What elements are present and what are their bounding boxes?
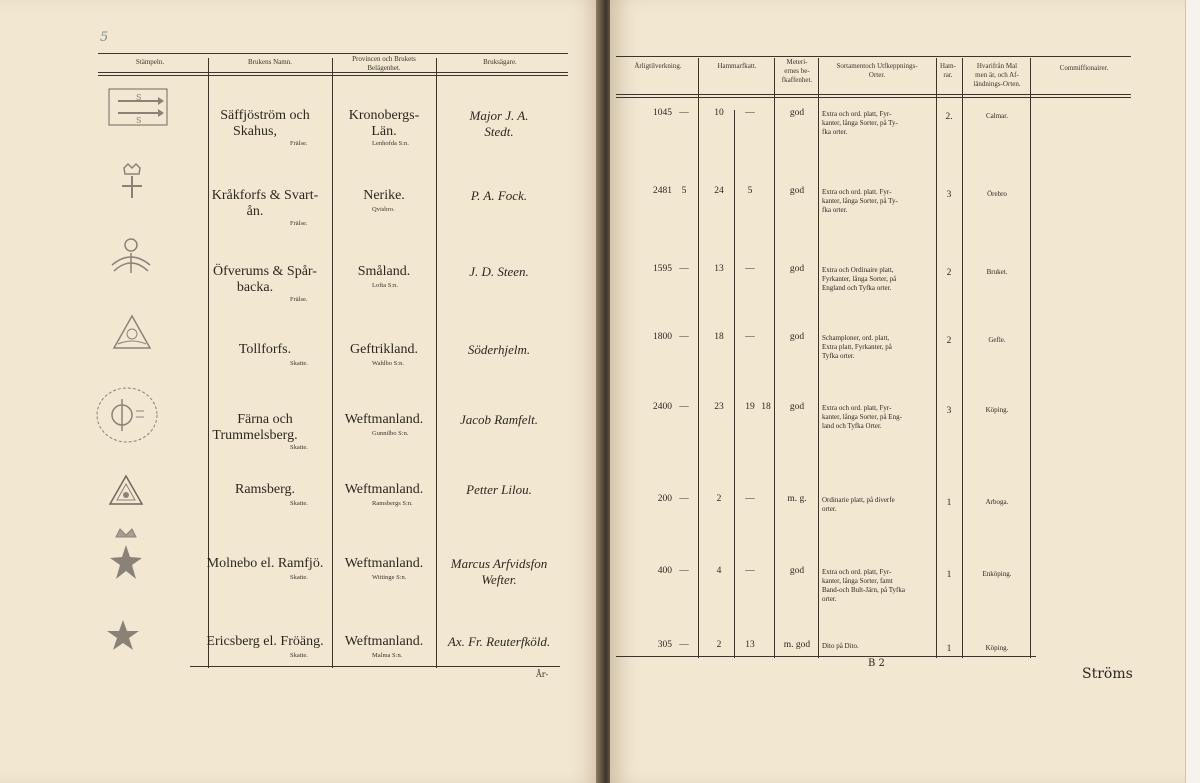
hammarskatt-col2: 4 (716, 566, 722, 576)
tenure-label: Skatte. (290, 574, 308, 581)
hammarskatt-col1: — (679, 108, 689, 118)
svg-text:S: S (136, 116, 142, 125)
header-hamrar-line2: rar. (943, 71, 953, 79)
header-meterier (775, 58, 819, 85)
bruk-name-line1: Färna och (237, 412, 293, 427)
sortament-line-2: kanter, långa Sorter, på Ty- (822, 119, 898, 127)
province-line1: Weftmanland. (344, 634, 424, 649)
signature-mark: B 2 (868, 658, 885, 669)
header-hvarifran-line2: men är, och Af- (975, 71, 1019, 79)
column-rule-2 (332, 58, 333, 668)
bruk-name-line1: Säffjöström och (220, 108, 310, 123)
hvarifran-ort: Enköping. (982, 570, 1012, 578)
hvarifran-ort: Gefle. (988, 336, 1006, 344)
stamp-triangle-icon (108, 474, 144, 506)
header-sortament (818, 62, 936, 80)
sortament-line-2: kanter, långa Sorter, famt (822, 577, 893, 585)
tillverkning-value: 2400 (653, 402, 672, 412)
hammarskatt-col2: 2 (716, 640, 722, 650)
meterier-quality: god (789, 566, 805, 576)
parish-label: Wittinge S:n. (372, 574, 407, 581)
hammarskatt-col1: — (679, 566, 689, 576)
owner-line2: Stedt. (484, 124, 514, 139)
svg-text:S: S (136, 93, 142, 102)
hammarskatt-col1: 5 (681, 186, 687, 196)
sortament-line-2: orter. (822, 505, 837, 513)
meterier-quality: god (789, 108, 805, 118)
bruk-name-line1: Öfverums & Spår- (213, 264, 317, 279)
header-sortament-line1: Sortamentoch Utfkeppnings- (836, 62, 918, 70)
right-column-rule-3 (774, 58, 775, 658)
tenure-label: Skatte. (290, 360, 308, 367)
header-provincen (334, 55, 434, 73)
hammarskatt-col3: 5 (747, 186, 753, 196)
table-bottom-rule (190, 666, 560, 667)
header-meterier-line3: fkaffenhet. (781, 76, 813, 84)
hammarskatt-col2: 24 (714, 186, 724, 196)
owner-line1: Marcus Arfvidsfon (450, 556, 548, 571)
right-column-rule-4 (818, 58, 819, 658)
sortament-line-1: Extra och Ordinaire platt, (822, 266, 894, 274)
bruk-name-line1: Molnebo el. Ramfjö. (206, 556, 324, 571)
stamp-wreath-icon (108, 235, 154, 275)
bruk-name-line2: ån. (246, 204, 264, 219)
hammarskatt-col1: — (679, 264, 689, 274)
owner-line1: Jacob Ramfelt. (460, 412, 538, 427)
meterier-quality: m. god (783, 640, 811, 650)
header-brukens-namn: Brukens Namn. (248, 58, 292, 66)
hammarskatt-col1: — (679, 494, 689, 504)
right-column-rule-1 (698, 58, 699, 658)
right-page (610, 0, 1200, 783)
sortament-line-4: orter. (822, 595, 837, 603)
owner-line1: P. A. Fock. (470, 188, 528, 203)
sortament-line-2: kanter, långa Sorter, på Ty- (822, 197, 898, 205)
header-hvarifran-line1: Hvarifrån Mal (976, 62, 1018, 70)
tillverkning-value: 1595 (653, 264, 672, 274)
owner-line1: Söderhjelm. (467, 342, 531, 357)
stamp-oval-monogram-icon (94, 385, 160, 445)
stamp-crown-star-icon (110, 525, 142, 581)
sortament-line-2: kanter, långa Sorter, på Eng- (822, 413, 902, 421)
bruk-name-line2: Trummelsberg. (212, 428, 298, 443)
tillverkning-value: 2481 (653, 186, 672, 196)
page-number: 5 (100, 30, 109, 45)
hammarskatt-col3: 19 (745, 402, 755, 412)
right-column-rule-7 (1030, 58, 1031, 658)
hvarifran-ort: Arboga. (985, 498, 1009, 506)
province-line1: Nerike. (363, 188, 405, 203)
header-commissionairer: Commiffionairer. (1059, 64, 1109, 72)
meterier-quality: god (789, 186, 805, 196)
bruk-name-line2: backa. (236, 280, 274, 295)
tillverkning-value: 1045 (653, 108, 672, 118)
sortament-line-3: England och Tyfka orter. (822, 284, 892, 292)
hamrar-count: 1 (946, 498, 952, 508)
sortament-line-1: Extra och ord. platt, Fyr- (822, 404, 892, 412)
province-line1: Weftmanland. (344, 482, 424, 497)
hammarskatt-col4: 18 (761, 402, 771, 412)
header-hammarskatt: Hammarfkatt. (717, 62, 757, 70)
owner-line1: Ax. Fr. Reuterfköld. (447, 634, 551, 649)
sortament-line-3: fka orter. (822, 206, 848, 214)
hamrar-count: 3 (946, 190, 952, 200)
hamrar-count: 2 (946, 268, 952, 278)
province-line1: Kronobergs- (348, 108, 420, 123)
bruk-name-line1: Tollforfs. (238, 342, 292, 357)
header-meterier-line2: ernes be- (784, 67, 810, 75)
tenure-label: Frälse. (290, 140, 308, 147)
hammarskatt-col3: — (745, 566, 755, 576)
header-meterier-line1: Meteri- (786, 58, 808, 66)
catchword-left: År- (536, 670, 549, 679)
stamp-crown-cross-icon (112, 160, 152, 200)
tenure-label: Frälse. (290, 296, 308, 303)
owner-line1: Major J. A. (469, 108, 529, 123)
right-header-bottom-rule (616, 94, 1131, 95)
page-edge (1185, 0, 1200, 783)
sortament-line-2: Fyrkanter, långa Sorter, på (822, 275, 897, 283)
owner-line1: Petter Lilou. (466, 482, 532, 497)
tillverkning-value: 305 (657, 640, 672, 650)
header-hamrar (936, 62, 960, 80)
right-table-bottom-rule (616, 656, 1036, 657)
header-hamrar-line1: Ham- (940, 62, 956, 70)
header-sortament-line2: Orter. (868, 71, 886, 79)
hammarskatt-col2: 10 (714, 108, 724, 118)
hamrar-count: 3 (946, 406, 952, 416)
hammarskatt-col2: 2 (716, 494, 722, 504)
hamrar-count: 1 (946, 570, 952, 580)
hammarskatt-col3: — (745, 494, 755, 504)
bruk-name-line2: Skahus, (233, 124, 277, 139)
sortament-line-3: Tyfka orter. (822, 352, 855, 360)
parish-label: Wahlbo S:n. (372, 360, 404, 367)
sortament-line-1: Extra och ord. platt, Fyr- (822, 568, 892, 576)
tillverkning-value: 400 (657, 566, 672, 576)
tillverkning-value: 200 (657, 494, 672, 504)
sortament-line-3: land och Tyfka Orter. (822, 422, 882, 430)
header-provincen-line1: Provincen och Brukets (352, 55, 416, 63)
hammarskatt-col3: — (745, 332, 755, 342)
sortament-line-2: Extra platt, Fyrkanter, på (822, 343, 892, 351)
header-hvarifran-line3: ländnings-Orten. (973, 80, 1021, 88)
hammarskatt-col2: 18 (714, 332, 724, 342)
hamrar-count: 1 (946, 644, 952, 654)
sortament-line-1: Schamploner, ord. platt, (822, 334, 890, 342)
hammarskatt-col2: 13 (714, 264, 724, 274)
parish-label: Ramsbergs S:n. (372, 500, 413, 507)
meterier-quality: m. g. (787, 494, 807, 504)
hvarifran-ort: Calmar. (986, 112, 1008, 120)
parish-label: Qvisbro. (372, 206, 395, 213)
parish-label: Lofta S:n. (372, 282, 398, 289)
sortament-line-1: Extra och ord. platt. Fyr- (822, 188, 892, 196)
column-rule-1 (208, 58, 209, 668)
header-provincen-line2: Belägenhet. (367, 64, 401, 72)
header-top-rule (98, 53, 568, 54)
meterier-quality: god (789, 402, 805, 412)
sortament-line-3: Band-och Bult-Järn, på Tyfka (822, 586, 905, 594)
hammarskatt-col3: — (745, 264, 755, 274)
meterier-quality: god (789, 332, 805, 342)
hammarskatt-col1: — (679, 402, 689, 412)
tenure-label: Skatte. (290, 652, 308, 659)
header-bruksagare: Bruksägare. (483, 58, 517, 66)
sortament-line-3: fka orter. (822, 128, 848, 136)
bruk-name-line1: Ramsberg. (234, 482, 295, 497)
header-hvarifran (962, 62, 1032, 89)
header-arlig: Årligtilverkning. (634, 62, 682, 70)
province-line1: Geftrikland. (349, 342, 419, 357)
sortament-line-1: Dito på Dito. (822, 642, 859, 650)
hamrar-count: 2. (945, 112, 953, 122)
parish-label: Malma S:n. (372, 652, 403, 659)
hammarskatt-col3: — (745, 108, 755, 118)
right-column-rule-6 (962, 58, 963, 658)
bruk-name-line1: Ericsberg el. Fröäng. (206, 634, 324, 649)
owner-line2: Wefter. (481, 572, 517, 587)
tenure-label: Skatte. (290, 500, 308, 507)
hvarifran-ort: Örebro (987, 190, 1007, 198)
header-stampeln: Stämpeln. (135, 58, 165, 66)
stamp-mountain-icon (110, 312, 154, 352)
stamp-arrows-icon (108, 88, 168, 126)
right-column-rule-2 (734, 110, 735, 658)
hvarifran-ort: Bruket. (986, 268, 1008, 276)
hvarifran-ort: Köping. (985, 644, 1009, 652)
hvarifran-ort: Köping. (985, 406, 1009, 414)
parish-label: Gunnilbo S:n. (372, 430, 409, 437)
stamp-star-icon (106, 618, 140, 652)
hammarskatt-col1: — (679, 332, 689, 342)
meterier-quality: god (789, 264, 805, 274)
owner-line1: J. D. Steen. (469, 264, 529, 279)
sortament-line-1: Extra och ord. platt, Fyr- (822, 110, 892, 118)
tillverkning-value: 1800 (653, 332, 672, 342)
parish-label: Lenhofda S:n. (372, 140, 409, 147)
tenure-label: Frälse. (290, 220, 308, 227)
hammarskatt-col3: 13 (745, 640, 755, 650)
hammarskatt-col2: 23 (714, 402, 724, 412)
sortament-line-1: Ordinarie platt, på diverfe (822, 496, 895, 504)
bruk-name-line1: Kråkforfs & Svart- (211, 188, 319, 203)
province-line1: Weftmanland. (344, 556, 424, 571)
tenure-label: Skatte. (290, 444, 308, 451)
province-line1: Weftmanland. (344, 412, 424, 427)
hammarskatt-col1: — (679, 640, 689, 650)
province-line1: Småland. (357, 264, 411, 279)
hamrar-count: 2 (946, 336, 952, 346)
right-header-double-rule (616, 97, 1131, 98)
right-header-top-rule (616, 56, 1131, 57)
province-line2: Län. (371, 124, 397, 139)
catchword-right: Ströms (1082, 666, 1133, 682)
